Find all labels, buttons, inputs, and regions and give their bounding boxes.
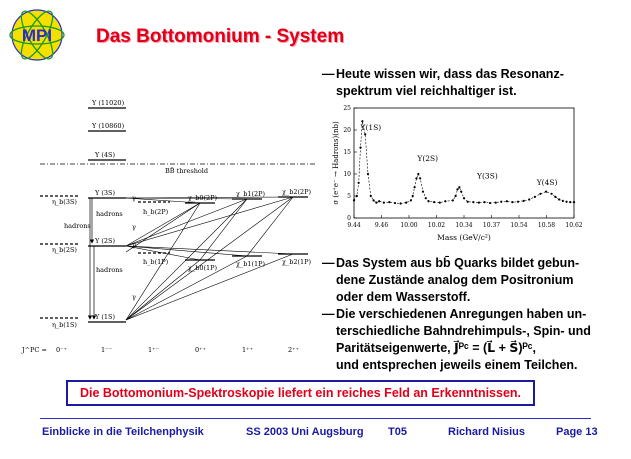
data-point — [378, 200, 380, 202]
data-point — [517, 201, 519, 203]
x-tick-label: 9.44 — [347, 222, 361, 229]
state-y1s: Υ (1S) — [95, 313, 116, 321]
summary-box: Die Bottomonium-Spektroskopie liefert ein reiches Feld an Erkenntnissen. — [66, 380, 535, 406]
state-etab3s: η_b(3S) — [52, 198, 77, 206]
gamma-label-2: γ — [132, 223, 136, 231]
bullet-2-line-1: Das System aus bb̄ Quarks bildet gebun- — [336, 256, 580, 270]
peak-annotation: Υ(3S) — [477, 171, 498, 181]
data-point — [472, 201, 474, 203]
y-tick-label: 0 — [347, 215, 351, 222]
hadrons-label-3: hadrons — [96, 266, 123, 274]
x-tick-label: 10.58 — [537, 222, 556, 229]
footer-author: Richard Nisius — [448, 426, 526, 438]
data-point — [405, 202, 407, 204]
bullet-1-line-2: spektrum viel reichhaltiger ist. — [336, 84, 517, 98]
peak-annotation: Υ(2S) — [417, 153, 439, 163]
bullet-3-line-4: und entsprechen jeweils einem Teilchen. — [336, 358, 578, 372]
gamma-label-4: γ — [132, 293, 136, 301]
data-point — [545, 191, 547, 193]
data-point — [495, 202, 497, 204]
peak-annotation: Υ(1S) — [360, 123, 382, 132]
threshold-label: BB̄ threshold — [165, 167, 209, 175]
state-chib22p: χ_b2(2P) — [282, 188, 312, 196]
data-point — [367, 173, 369, 175]
peak-annotation: Υ(4S) — [536, 178, 558, 187]
y-tick-label: 20 — [343, 127, 351, 134]
data-point — [558, 198, 560, 200]
data-point — [359, 147, 361, 149]
bullet-1-line-1: Heute wissen wir, dass das Resonanz- — [336, 67, 564, 81]
data-point — [410, 199, 412, 201]
data-point — [375, 202, 377, 204]
bullet-1 — [322, 66, 622, 100]
data-point — [358, 182, 360, 184]
bullet-3: — Die verschiedenen Anregungen haben un- terschiedliche Bahndrehimpuls-, Spin- und Paritätseigenwerte, J⃗ᴾᶜ = (L⃗ + S⃗)ᴾᶜ, und entsprechen jeweils einem Teilchen. — [322, 306, 627, 374]
hadrons-label-1: hadrons — [96, 210, 123, 218]
data-point — [422, 191, 424, 193]
data-point — [413, 186, 415, 188]
x-tick-label: 9.46 — [374, 222, 389, 229]
bullet-2-line-2: dene Zustände analog dem Positronium — [336, 273, 574, 287]
data-point — [483, 201, 485, 203]
data-point — [400, 202, 402, 204]
data-point — [554, 196, 556, 198]
bullet-2: — Das System aus bb̄ Quarks bildet gebun- dene Zustände analog dem Positronium oder dem Wasserstoff. — [322, 255, 622, 306]
data-point — [511, 201, 513, 203]
data-point — [455, 195, 457, 197]
jpc-1pp: 1⁺⁺ — [242, 346, 253, 354]
data-point — [506, 200, 508, 202]
data-point — [444, 200, 446, 202]
state-chib01p: χ_b0(1P) — [188, 264, 218, 272]
data-point — [539, 193, 541, 195]
state-hb1p: h_b(1P) — [143, 258, 169, 266]
jpc-2pp: 2⁺⁺ — [288, 346, 299, 354]
footer-divider — [40, 418, 591, 419]
data-point — [523, 200, 525, 202]
state-etab1s: η_b(1S) — [52, 321, 77, 329]
mpi-logo — [6, 4, 68, 66]
x-tick-label: 10.34 — [455, 222, 473, 229]
footer-page: Page 13 — [556, 426, 598, 438]
state-chib02p: χ_b0(2P) — [188, 194, 218, 202]
gamma-label-1: γ — [132, 194, 136, 202]
data-point — [372, 199, 374, 201]
bullet-dash: — — [322, 67, 335, 81]
data-point — [565, 201, 567, 203]
x-tick-label: 10.62 — [565, 222, 583, 229]
chart-frame-box — [354, 108, 574, 218]
data-point — [361, 120, 363, 122]
data-point — [353, 199, 355, 201]
data-point — [427, 200, 429, 202]
y-axis-label: σ (e⁺e⁻ → Hadrons)(nb) — [332, 121, 340, 205]
data-point — [551, 193, 553, 195]
state-y4s: Υ (4S) — [95, 151, 116, 159]
y-tick-label: 25 — [343, 105, 351, 112]
y-tick-label: 10 — [343, 171, 351, 178]
data-point — [425, 197, 427, 199]
state-hb2p: h_b(2P) — [143, 208, 169, 216]
hadrons-label-2: hadrons — [64, 222, 91, 230]
jpc-1mm: 1⁻⁻ — [101, 346, 112, 354]
data-point — [415, 177, 417, 179]
data-point — [489, 202, 491, 204]
bullet-3-line-1: Die verschiedenen Anregungen haben un- — [336, 307, 587, 321]
x-tick-label: 10.54 — [510, 222, 528, 229]
data-point — [419, 177, 421, 179]
state-y11020: Υ (11020) — [92, 99, 125, 107]
footer-term: SS 2003 Uni Augsburg — [246, 426, 364, 438]
state-y10860: Υ (10860) — [92, 122, 125, 130]
gamma-label-3: γ — [132, 241, 136, 249]
jpc-0mp: 0⁻⁺ — [56, 346, 67, 354]
bullet-2-line-3: oder dem Wasserstoff. — [336, 290, 471, 304]
x-tick-label: 10.02 — [427, 222, 446, 229]
footer-code: T05 — [388, 426, 407, 438]
jpc-0pp: 0⁺⁺ — [195, 346, 206, 354]
state-chib11p: χ_b1(1P) — [236, 260, 266, 268]
data-point — [417, 173, 419, 175]
footer-course: Einblicke in die Teilchenphysik — [42, 426, 204, 438]
y-tick-label: 5 — [347, 193, 351, 200]
data-point — [370, 195, 372, 197]
data-point — [383, 202, 385, 204]
state-etab2s: η_b(2S) — [52, 246, 77, 254]
resonance-spectrum-chart — [330, 104, 585, 249]
series-line — [354, 121, 574, 203]
y-tick-label: 15 — [343, 149, 351, 156]
data-point — [573, 201, 575, 203]
data-point — [569, 201, 571, 203]
data-point — [412, 195, 414, 197]
data-point — [478, 202, 480, 204]
bullet-3-line-2: terschiedliche Bahndrehimpuls-, Spin- und — [336, 324, 591, 338]
data-point — [439, 202, 441, 204]
jpc-label: J^PC = — [22, 346, 47, 354]
state-chib21p: χ_b2(1P) — [282, 258, 312, 266]
x-tick-label: 10.00 — [400, 222, 418, 229]
state-y2s: Υ (2S) — [95, 237, 116, 245]
data-point — [433, 201, 435, 203]
data-point — [452, 199, 454, 201]
data-point — [534, 196, 536, 198]
data-point — [388, 201, 390, 203]
x-tick-label: 10.37 — [482, 222, 501, 229]
data-point — [562, 200, 564, 202]
state-y3s: Υ (3S) — [95, 189, 116, 197]
data-point — [364, 133, 366, 135]
data-point — [356, 195, 358, 197]
bullet-3-line-3: Paritätseigenwerte, J⃗ᴾᶜ = (L⃗ + S⃗)ᴾᶜ, — [336, 341, 536, 355]
data-point — [456, 188, 458, 190]
logo-text: MPI — [21, 26, 53, 45]
data-point — [467, 201, 469, 203]
page-title: Das Bottomonium - System — [96, 26, 345, 47]
data-point — [528, 198, 530, 200]
bottomonium-level-diagram — [0, 90, 320, 360]
data-point — [394, 202, 396, 204]
state-chib12p: χ_b1(2P) — [236, 190, 266, 198]
data-point — [458, 186, 460, 188]
jpc-1pm: 1⁺⁻ — [148, 346, 159, 354]
x-axis-label: Mass (GeV/c²) — [437, 233, 491, 242]
data-point — [460, 191, 462, 193]
data-point — [500, 201, 502, 203]
data-point — [463, 197, 465, 199]
